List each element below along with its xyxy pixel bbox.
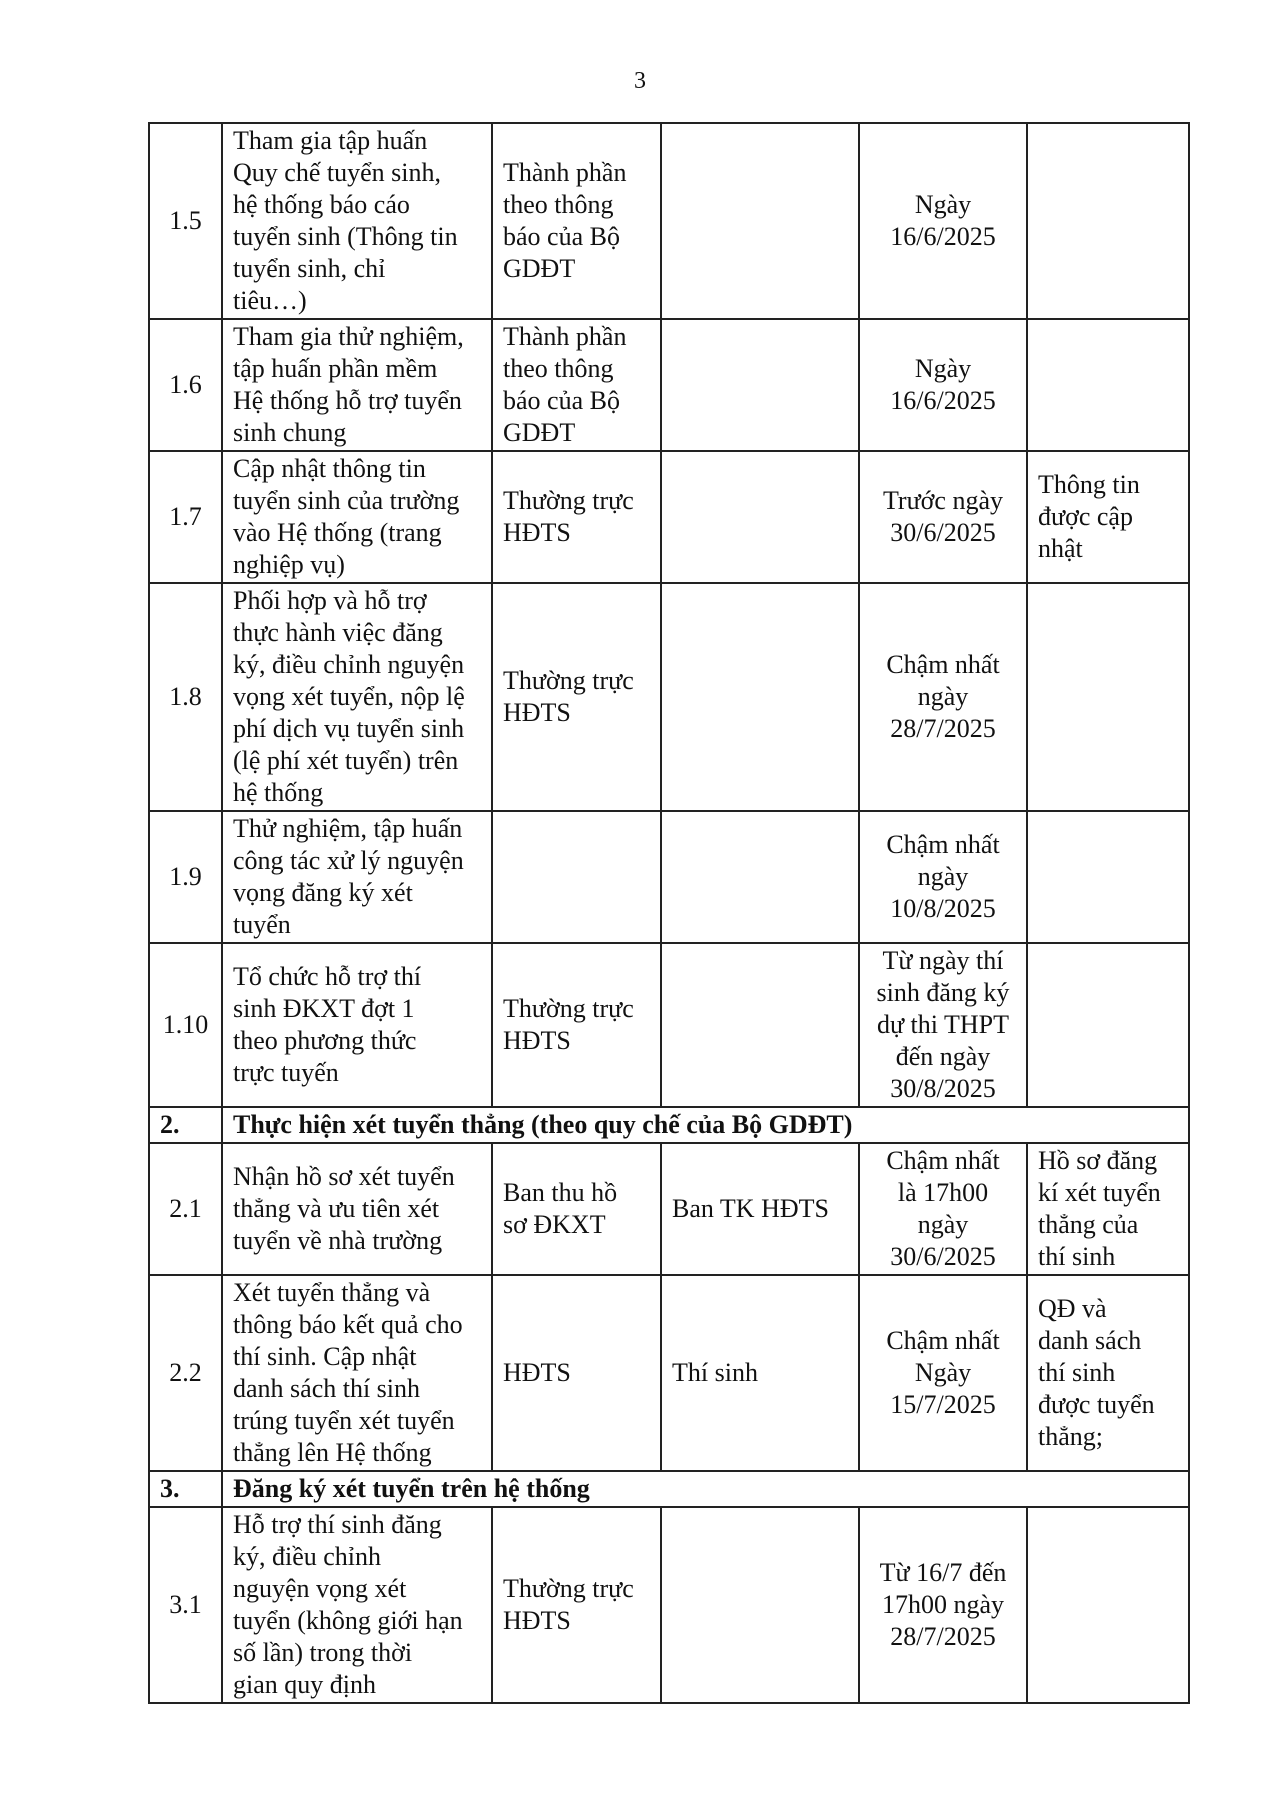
task-cell-line: Cập nhật thông tin [233, 454, 426, 483]
task-cell-line: tập huấn phần mềm [233, 354, 438, 383]
coordinate-cell [661, 1507, 859, 1703]
coordinate-cell [661, 811, 859, 943]
time-cell-line: 10/8/2025 [890, 894, 996, 923]
task-cell [222, 451, 492, 583]
time-cell-line: là 17h00 [897, 1178, 989, 1207]
responsible-cell [492, 943, 661, 1107]
responsible-cell-line: sơ ĐKXT [503, 1210, 606, 1239]
time-cell-line: ngày [917, 1210, 969, 1239]
task-cell-line: vào Hệ thống (trang [233, 518, 442, 547]
output-cell-line: nhật [1038, 534, 1083, 563]
responsible-cell-line: Ban thu hồ [503, 1178, 618, 1207]
responsible-cell-line: theo thông [503, 190, 614, 219]
task-cell-line: sinh ĐKXT đợt 1 [233, 994, 415, 1023]
item-number: 2.1 [149, 1143, 222, 1275]
time-cell-line: 28/7/2025 [890, 1622, 996, 1651]
task-cell-line: thẳng và ưu tiên xét [233, 1194, 440, 1223]
item-number: 2.2 [149, 1275, 222, 1471]
page-number: 3 [634, 68, 646, 94]
time-cell-line: 30/8/2025 [890, 1074, 996, 1103]
task-cell-line: nguyện vọng xét [233, 1574, 407, 1603]
table-row [149, 123, 1189, 319]
responsible-cell-line: Thành phần [503, 322, 627, 351]
time-cell-line: Ngày [914, 190, 972, 219]
task-cell-line: thông báo kết quả cho [233, 1310, 463, 1339]
time-cell-line: đến ngày [895, 1042, 991, 1071]
responsible-cell [492, 451, 661, 583]
task-cell-line: tiêu…) [233, 286, 307, 315]
output-cell [1027, 319, 1189, 451]
time-cell-line: 28/7/2025 [890, 714, 996, 743]
task-cell-line: tuyển sinh của trường [233, 486, 460, 515]
output-cell [1027, 1275, 1189, 1471]
task-cell [222, 811, 492, 943]
output-cell-line: thí sinh [1038, 1358, 1116, 1387]
responsible-cell-line: theo thông [503, 354, 614, 383]
task-cell [222, 319, 492, 451]
task-cell-line: thẳng lên Hệ thống [233, 1438, 432, 1467]
output-cell-line: QĐ và [1038, 1294, 1107, 1323]
coordinate-cell [661, 319, 859, 451]
task-cell-line: Hệ thống hỗ trợ tuyển [233, 386, 462, 415]
section-title: Đăng ký xét tuyển trên hệ thống [222, 1471, 1189, 1507]
item-number: 1.10 [149, 943, 222, 1107]
time-cell-line: Từ 16/7 đến [879, 1558, 1007, 1587]
time-cell-line: Ngày [914, 1358, 972, 1387]
task-cell-line: tuyển (không giới hạn [233, 1606, 463, 1635]
responsible-cell [492, 1143, 661, 1275]
time-cell-line: 15/7/2025 [890, 1390, 996, 1419]
task-cell-line: Tham gia thử nghiệm, [233, 322, 464, 351]
task-cell-line: vọng đăng ký xét [233, 878, 413, 907]
coordinate-cell-line: Thí sinh [672, 1358, 758, 1387]
time-cell-line: 16/6/2025 [890, 386, 996, 415]
task-cell-line: ký, điều chỉnh [233, 1542, 382, 1571]
time-cell-line: Từ ngày thí [882, 946, 1004, 975]
time-cell [859, 1507, 1027, 1703]
task-cell [222, 123, 492, 319]
output-cell-line: Thông tin [1038, 470, 1140, 499]
task-cell-line: số lần) trong thời [233, 1638, 413, 1667]
task-cell [222, 943, 492, 1107]
coordinate-cell-line: Ban TK HĐTS [672, 1194, 829, 1223]
table-row [149, 1143, 1189, 1275]
responsible-cell-line: Thường trực [503, 666, 634, 695]
table-row [149, 583, 1189, 811]
task-cell-line: phí dịch vụ tuyển sinh [233, 714, 465, 743]
output-cell [1027, 1507, 1189, 1703]
task-cell-line: hệ thống [233, 778, 324, 807]
coordinate-cell [661, 583, 859, 811]
task-cell [222, 583, 492, 811]
responsible-cell-line: GDĐT [503, 254, 576, 283]
table-row [149, 319, 1189, 451]
coordinate-cell [661, 943, 859, 1107]
responsible-cell-line: HĐTS [503, 1358, 571, 1387]
table-row [149, 943, 1189, 1107]
task-cell-line: Xét tuyển thẳng và [233, 1278, 431, 1307]
time-cell [859, 583, 1027, 811]
time-cell-line: ngày [917, 862, 969, 891]
time-cell-line: Trước ngày [882, 486, 1004, 515]
section-number: 3. [149, 1471, 222, 1507]
task-cell-line: Phối hợp và hỗ trợ [233, 586, 427, 615]
time-cell [859, 943, 1027, 1107]
task-cell-line: (lệ phí xét tuyển) trên [233, 746, 459, 775]
table-body [149, 123, 1189, 1703]
time-cell [859, 319, 1027, 451]
responsible-cell [492, 583, 661, 811]
output-cell-line: kí xét tuyển [1038, 1178, 1161, 1207]
section-number: 2. [149, 1107, 222, 1143]
table-row [149, 451, 1189, 583]
output-cell [1027, 943, 1189, 1107]
output-cell-line: Hồ sơ đăng [1038, 1146, 1158, 1175]
responsible-cell [492, 319, 661, 451]
output-cell-line: được tuyển [1038, 1390, 1155, 1419]
task-cell-line: danh sách thí sinh [233, 1374, 421, 1403]
item-number: 1.8 [149, 583, 222, 811]
task-cell-line: hệ thống báo cáo [233, 190, 410, 219]
coordinate-cell [661, 451, 859, 583]
time-cell-line: 30/6/2025 [890, 1242, 996, 1271]
task-cell-line: trực tuyến [233, 1058, 339, 1087]
responsible-cell-line: HĐTS [503, 698, 571, 727]
task-cell-line: tuyển [233, 910, 291, 939]
time-cell-line: Chậm nhất [886, 830, 1000, 859]
output-cell-line: thẳng; [1038, 1422, 1103, 1451]
task-cell [222, 1275, 492, 1471]
task-cell-line: Nhận hồ sơ xét tuyển [233, 1162, 455, 1191]
admission-plan-table [148, 122, 1190, 1704]
time-cell-line: ngày [917, 682, 969, 711]
output-cell [1027, 123, 1189, 319]
coordinate-cell [661, 1275, 859, 1471]
responsible-cell-line: GDĐT [503, 418, 576, 447]
task-cell-line: nghiệp vụ) [233, 550, 345, 579]
responsible-cell-line: báo của Bộ [503, 222, 620, 251]
time-cell-line: 17h00 ngày [881, 1590, 1005, 1619]
responsible-cell [492, 1507, 661, 1703]
responsible-cell-line: HĐTS [503, 518, 571, 547]
section-row [149, 1471, 1189, 1507]
task-cell-line: tuyển sinh, chỉ [233, 254, 386, 283]
task-cell-line: Hỗ trợ thí sinh đăng [233, 1510, 442, 1539]
table-row [149, 1275, 1189, 1471]
task-cell [222, 1143, 492, 1275]
responsible-cell-line: HĐTS [503, 1026, 571, 1055]
item-number: 1.7 [149, 451, 222, 583]
task-cell-line: sinh chung [233, 418, 347, 447]
task-cell-line: vọng xét tuyển, nộp lệ [233, 682, 465, 711]
coordinate-cell [661, 123, 859, 319]
time-cell-line: Chậm nhất [886, 1326, 1000, 1355]
time-cell [859, 1143, 1027, 1275]
output-cell [1027, 451, 1189, 583]
output-cell-line: thí sinh [1038, 1242, 1116, 1271]
task-cell-line: Quy chế tuyển sinh, [233, 158, 441, 187]
section-row [149, 1107, 1189, 1143]
output-cell-line: danh sách [1038, 1326, 1142, 1355]
task-cell-line: ký, điều chỉnh nguyện [233, 650, 465, 679]
time-cell-line: Chậm nhất [886, 1146, 1000, 1175]
task-cell-line: tuyển sinh (Thông tin [233, 222, 458, 251]
item-number: 1.5 [149, 123, 222, 319]
section-title: Thực hiện xét tuyển thẳng (theo quy chế của Bộ GDĐT) [222, 1107, 1189, 1143]
responsible-cell-line: Thành phần [503, 158, 627, 187]
item-number: 1.9 [149, 811, 222, 943]
task-cell-line: công tác xử lý nguyện [233, 846, 464, 875]
time-cell-line: Chậm nhất [886, 650, 1000, 679]
time-cell-line: 16/6/2025 [890, 222, 996, 251]
responsible-cell [492, 811, 661, 943]
item-number: 3.1 [149, 1507, 222, 1703]
time-cell [859, 451, 1027, 583]
responsible-cell-line: Thường trực [503, 994, 634, 1023]
table-row [149, 811, 1189, 943]
task-cell-line: thực hành việc đăng [233, 618, 443, 647]
task-cell [222, 1507, 492, 1703]
responsible-cell-line: HĐTS [503, 1606, 571, 1635]
output-cell [1027, 811, 1189, 943]
responsible-cell-line: Thường trực [503, 486, 634, 515]
task-cell-line: trúng tuyển xét tuyển [233, 1406, 455, 1435]
time-cell [859, 1275, 1027, 1471]
output-cell-line: thẳng của [1038, 1210, 1139, 1239]
output-cell [1027, 1143, 1189, 1275]
responsible-cell [492, 123, 661, 319]
task-cell-line: tuyển về nhà trường [233, 1226, 443, 1255]
task-cell-line: theo phương thức [233, 1026, 417, 1055]
table-row [149, 1507, 1189, 1703]
task-cell-line: Tham gia tập huấn [233, 126, 428, 155]
responsible-cell-line: Thường trực [503, 1574, 634, 1603]
time-cell-line: 30/6/2025 [890, 518, 996, 547]
output-cell [1027, 583, 1189, 811]
task-cell-line: Thử nghiệm, tập huấn [233, 814, 463, 843]
time-cell-line: dự thi THPT [876, 1010, 1010, 1039]
task-cell-line: Tổ chức hỗ trợ thí [233, 962, 422, 991]
task-cell-line: gian quy định [233, 1670, 376, 1699]
time-cell [859, 123, 1027, 319]
time-cell-line: Ngày [914, 354, 972, 383]
task-cell-line: thí sinh. Cập nhật [233, 1342, 417, 1371]
responsible-cell-line: báo của Bộ [503, 386, 620, 415]
responsible-cell [492, 1275, 661, 1471]
time-cell [859, 811, 1027, 943]
coordinate-cell [661, 1143, 859, 1275]
output-cell-line: được cập [1038, 502, 1133, 531]
time-cell-line: sinh đăng ký [876, 978, 1010, 1007]
item-number: 1.6 [149, 319, 222, 451]
